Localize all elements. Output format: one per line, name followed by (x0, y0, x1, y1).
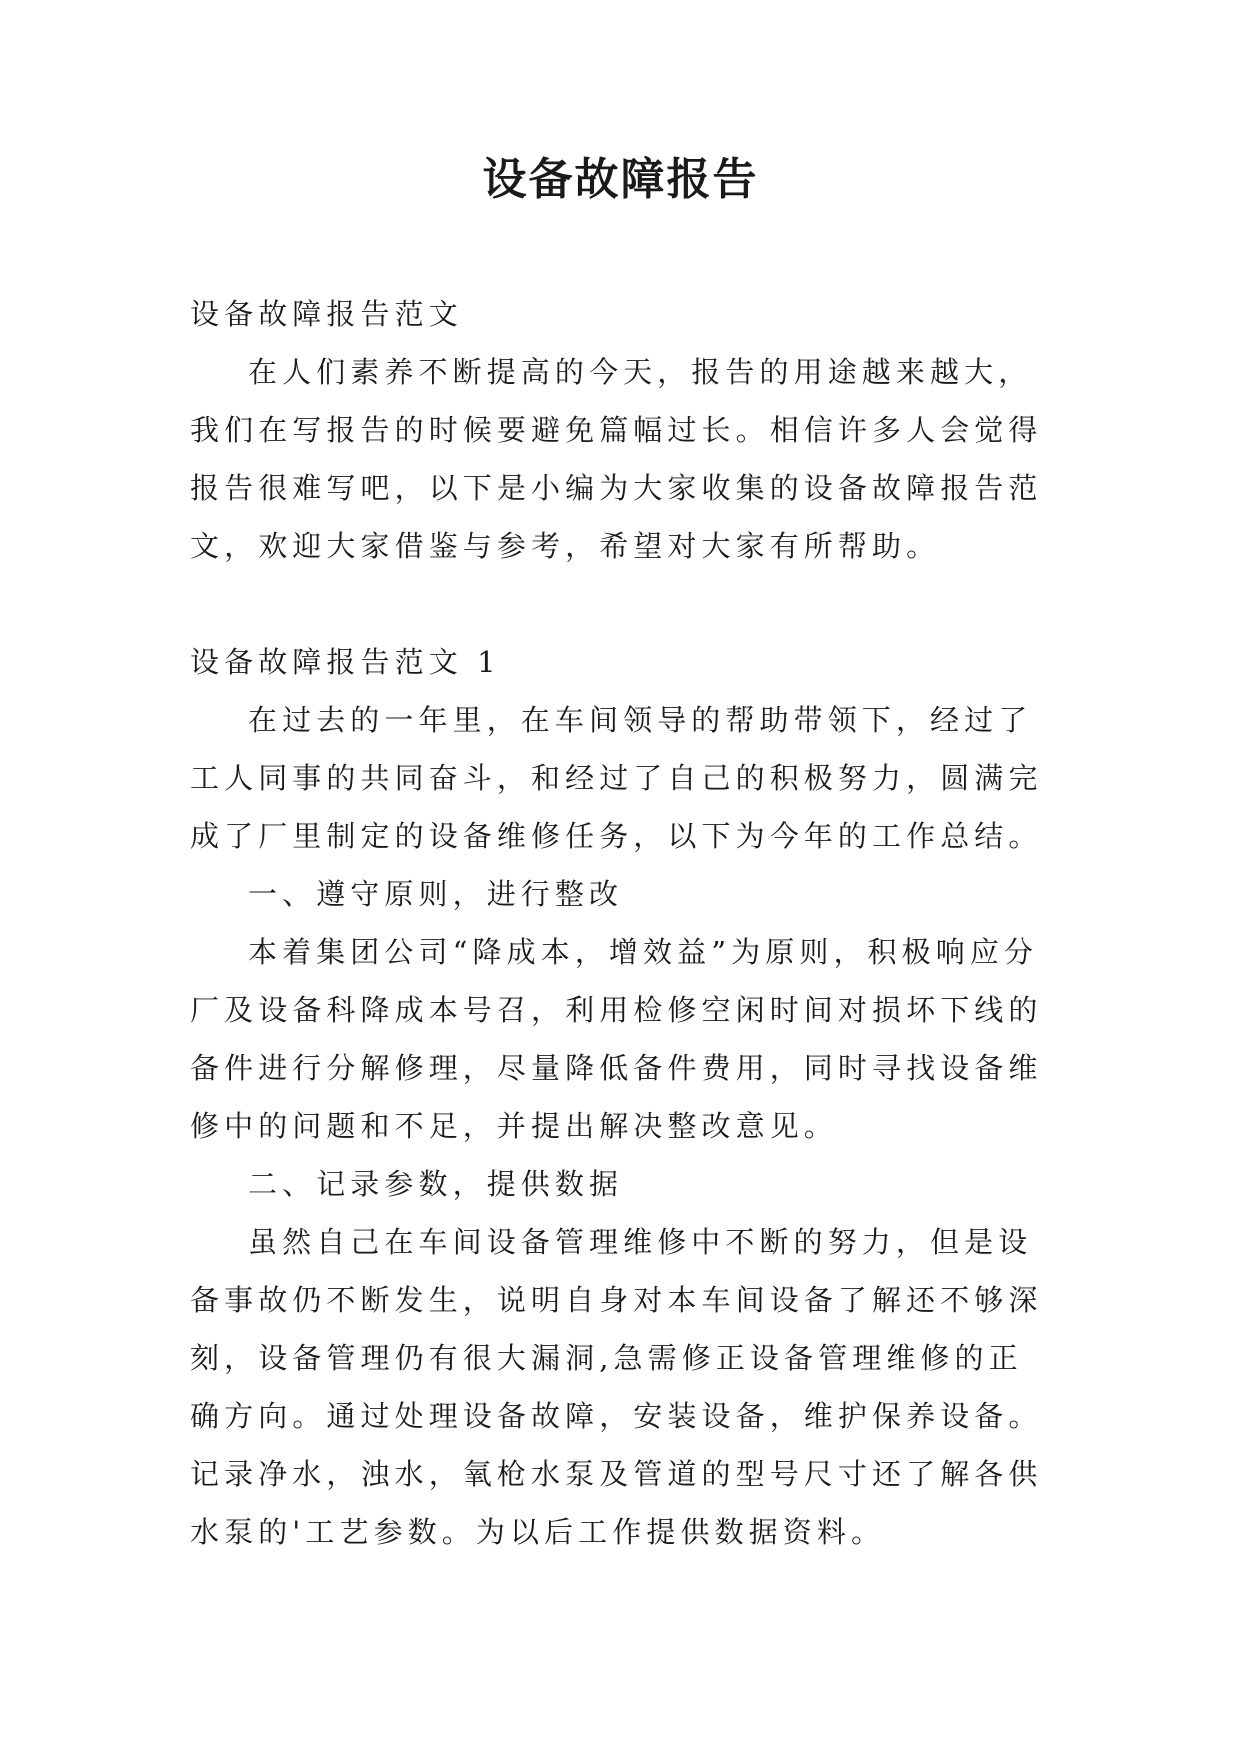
section-heading: 设备故障报告范文 (190, 297, 463, 331)
intro-paragraph: 在人们素养不断提高的今天，报告的用途越来越大，我们在写报告的时候要避免篇幅过长。相信许多人会觉得报告很难写吧，以下是小编为大家收集的设备故障报告范文，欢迎大家借鉴与参考，希望对大家有所帮助。 (190, 355, 1043, 563)
document-body (190, 285, 1050, 1561)
subheading: 一、遵守原则，进行整改 (248, 877, 624, 911)
subheading: 二、记录参数，提供数据 (248, 1167, 624, 1201)
body-paragraph: 在过去的一年里，在车间领导的帮助带领下，经过了工人同事的共同奋斗，和经过了自己的积极努力，圆满完成了厂里制定的设备维修任务，以下为今年的工作总结。 (190, 703, 1043, 853)
document-title: 设备故障报告 (482, 154, 759, 205)
section-heading: 设备故障报告范文 1 (190, 645, 501, 679)
paragraph-spacer (190, 575, 1050, 633)
body-paragraph: 本着集团公司“降成本，增效益”为原则，积极响应分厂及设备科降成本号召，利用检修空闲时间对损坏下线的备件进行分解修理，尽量降低备件费用，同时寻找设备维修中的问题和不足，并提出解决整改意见。 (190, 935, 1043, 1143)
body-paragraph: 虽然自己在车间设备管理维修中不断的努力，但是设备事故仍不断发生，说明自身对本车间设备了解还不够深刻，设备管理仍有很大漏洞,急需修正设备管理维修的正确方向。通过处理设备故障，安装设备，维护保养设备。记录净水，浊水，氧枪水泵及管道的型号尺寸还了解各供水泵的'工艺参数。为以后工作提供数据资料。 (190, 1225, 1043, 1549)
